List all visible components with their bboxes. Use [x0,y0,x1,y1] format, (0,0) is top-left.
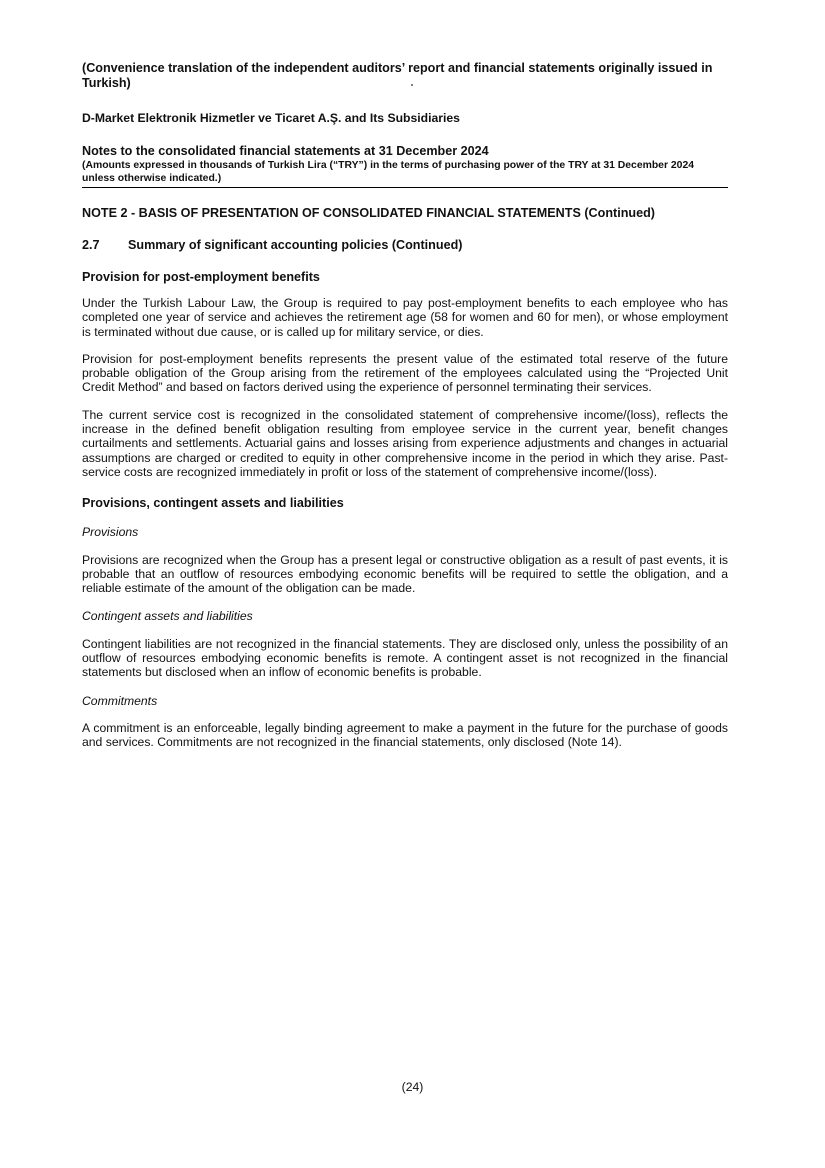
provisions-paragraph: Provisions are recognized when the Group has a present legal or constructive obligation as a result of past events, it is probable that an outflow of resources embodying economic benefits will be required to settle the obligation, and a reliable estimate of the amount of the obligation can be made. [82,552,728,596]
amounts-note: (Amounts expressed in thousands of Turkish Lira (“TRY”) in the terms of purchasing power of the TRY at 31 December 2024 unless otherwise indicated.) [82,160,695,184]
notes-title: Notes to the consolidated financial statements at 31 December 2024 [82,144,489,158]
section-title: Summary of significant accounting policies (Continued) [128,238,463,252]
post-employment-paragraph-1: Under the Turkish Labour Law, the Group is required to pay post-employment benefits to each employee who has completed one year of service and achieves the retirement age (58 for women and 60 for men), or whose employment is terminated without due cause, or is called up for military service, or dies. [82,296,728,339]
post-employment-heading: Provision for post-employment benefits [82,270,320,284]
provisions-heading: Provisions, contingent assets and liabilities [82,496,344,511]
header-divider [82,187,728,188]
note-title: NOTE 2 - BASIS OF PRESENTATION OF CONSOLIDATED FINANCIAL STATEMENTS (Continued) [82,206,656,220]
contingent-paragraph: Contingent liabilities are not recognized in the financial statements. They are disclosed only, unless the possibility of an outflow of resources embodying economic benefits is remote. A contingent asset is not recognized in the financial statements but disclosed when an inflow of economic benefits is probable. [82,636,728,680]
provisions-label: Provisions [82,525,139,540]
contingent-label: Contingent assets and liabilities [82,609,253,624]
section-number: 2.7 [82,238,100,252]
commitments-paragraph: A commitment is an enforceable, legally binding agreement to make a payment in the future for the purchase of goods and services. Commitments are not recognized in the financial statements, only disclosed (Note 14). [82,720,728,750]
post-employment-paragraph-3: The current service cost is recognized in the consolidated statement of comprehensive income/(loss), reflects the increase in the defined benefit obligation resulting from employee service in the current year, benefit changes curtailments and settlements. Actuarial gains and losses arising from experience adjustments and changes in actuarial assumptions are charged or credited to equity in other comprehensive income in the period in which they arise. Past-service costs are recognized immediately in profit or loss of the statement of comprehensive income/(loss). [82,407,728,479]
company-name: D-Market Elektronik Hizmetler ve Ticaret A.Ş. and Its Subsidiaries [82,111,460,125]
section-heading [82,238,728,253]
document-page [82,58,728,750]
commitments-label: Commitments [82,693,158,708]
page-number: (24) [401,1080,424,1094]
convenience-translation-note: (Convenience translation of the independent auditors’ report and financial statements originally issued in Turkish) [82,61,713,90]
post-employment-paragraph-2: Provision for post-employment benefits represents the present value of the estimated total reserve of the future probable obligation of the Group arising from the retirement of the employees calculated using the “Projected Unit Credit Method” and based on factors derived using the experience of personnel terminating their services. [82,351,728,395]
